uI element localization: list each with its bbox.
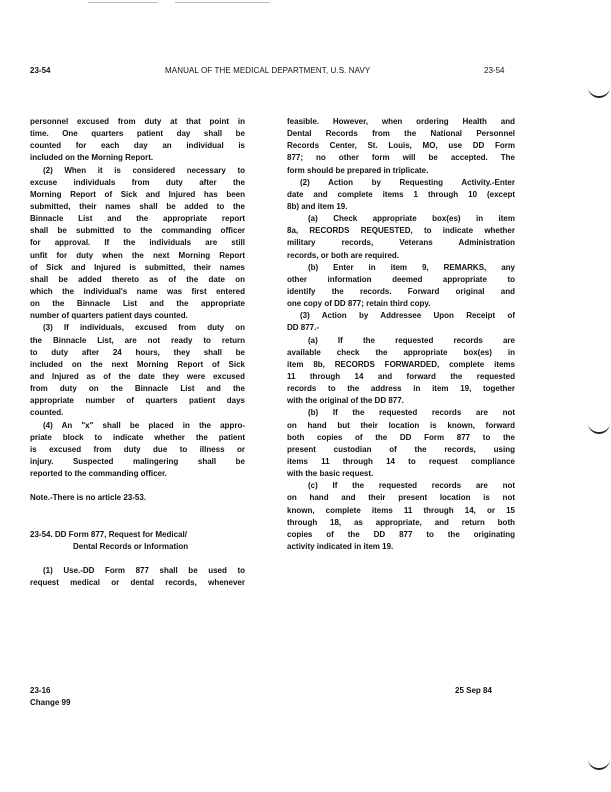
text-line: which the individual's name was first entered [30, 286, 245, 296]
header-section-number-left: 23-54 [30, 66, 51, 75]
text-line: and Injured as of the date they were excused [30, 371, 245, 381]
text-line: Dental Records or Information [73, 541, 189, 551]
text-line: one copy of DD 877; retain third copy. [287, 299, 431, 309]
text-line: 877; no other form will be accepted. The [287, 153, 515, 163]
text-line: (4) An "x" shall be placed in the appro- [43, 420, 245, 430]
footer-change-number: Change 99 [30, 698, 71, 707]
text-line: records to the address in item 19, together [287, 384, 515, 394]
text-line: unfit for duty when the next Morning Report [30, 250, 245, 260]
text-line: (c) If the requested records are not [308, 481, 515, 491]
text-line: injury. Suspected malingering shall be [30, 456, 245, 466]
text-line: submitted, their names shall be added to the [30, 201, 245, 211]
text-line: records, or both are required. [287, 250, 400, 260]
footer-date: 25 Sep 84 [455, 686, 492, 695]
text-line: DD 877.- [287, 323, 320, 333]
text-line: personnel excused from duty at that point in [30, 117, 245, 126]
text-line: 11 through 14 and forward the requested [287, 371, 515, 381]
text-line: with the basic request. [287, 469, 374, 479]
text-line: Binnacle List and the appropriate report [30, 214, 245, 224]
text-line: with the original of the DD 877. [287, 396, 404, 406]
text-line: Dental Records from the National Personnel [287, 129, 515, 139]
scan-artifact-line [175, 2, 270, 3]
text-line: (b) If the requested records are not [308, 408, 515, 418]
footer-page-number: 23-16 [30, 686, 51, 695]
text-line: the Binnacle List, are not ready to return [30, 335, 245, 345]
text-line: (1) Use.-DD Form 877 shall be used to [43, 566, 245, 576]
scan-artifact-line [88, 2, 158, 3]
text-line: identify the records. Forward original and [287, 286, 515, 296]
text-line: (2) When it is considered necessary to [43, 165, 245, 175]
text-line: (2) Action by Requesting Activity.-Enter [300, 177, 515, 187]
text-line: appropriate number of quarters patient days [30, 396, 245, 406]
text-line: from duty on the Binnacle List and the [30, 384, 245, 394]
text-line: (b) Enter in item 9, REMARKS, any [308, 262, 515, 272]
text-line: copies of the DD 877 to the originating [287, 529, 515, 539]
text-line: Morning Report of Sick and Injured has been [30, 189, 245, 199]
binding-hole-mark [588, 758, 610, 770]
text-line: of Sick and Injured is submitted, their names [30, 262, 245, 272]
text-line: counted. [30, 408, 64, 418]
text-line: Records Center, St. Louis, MO, use DD Form [287, 141, 515, 151]
text-line: 8a, RECORDS REQUESTED, to indicate whether [287, 226, 515, 236]
text-line: priate block to indicate whether the patient [30, 432, 245, 442]
text-line: known, complete items 11 through 14, or 15 [287, 505, 515, 515]
text-line: excuse individuals from duty after the [30, 177, 245, 187]
text-line: included on the Morning Report. [30, 153, 154, 163]
text-line: to duty after 24 hours, they shall be [30, 347, 245, 357]
text-line: 23-54. DD Form 877, Request for Medical/ [30, 529, 187, 539]
text-line: both copies of the DD Form 877 to the [287, 432, 515, 442]
text-line: item 8b, RECORDS FORWARDED, complete items [287, 359, 515, 369]
text-line: form should be prepared in triplicate. [287, 165, 429, 175]
text-line: other information deemed appropriate to [287, 274, 515, 284]
blank-line [30, 480, 245, 492]
page-title: MANUAL OF THE MEDICAL DEPARTMENT, U.S. NAVY [165, 66, 371, 75]
blank-line [30, 553, 245, 565]
text-line: Note.-There is no article 23-53. [30, 493, 147, 503]
text-line: on hand and their present location is not [287, 493, 515, 503]
text-line: is excused from duty due to illness or [30, 444, 245, 454]
text-line: available check the appropriate box(es) in [287, 347, 515, 357]
header-section-number-right: 23-54 [484, 66, 505, 75]
text-line: date and complete items 1 through 10 (except [287, 189, 515, 199]
binding-hole-mark [588, 422, 610, 434]
text-line: included on the next Morning Report of Sick [30, 359, 245, 369]
text-line: on hand but their location is known, forward [287, 420, 515, 430]
text-line: feasible. However, when ordering Health and [287, 117, 515, 126]
blank-line [30, 505, 245, 517]
text-line: time. One quarters patient day shall be [30, 129, 245, 139]
text-line: military records, Veterans Administration [287, 238, 515, 248]
text-line: shall be submitted to the commanding officer [30, 226, 245, 236]
text-line: activity indicated in item 19. [287, 541, 394, 551]
text-line: request medical or dental records, whenever [30, 578, 245, 588]
blank-line [30, 517, 245, 529]
text-line: items 11 through 14 to request compliance [287, 456, 515, 466]
right-column [287, 116, 515, 553]
text-line: (a) Check appropriate box(es) in item [308, 214, 515, 224]
binding-hole-mark [588, 86, 610, 98]
text-line: 8b) and item 19. [287, 201, 348, 211]
text-line: (3) If individuals, excused from duty on [43, 323, 245, 333]
text-line: (a) If the requested records are [308, 335, 515, 345]
text-line: counted for each day an individual is [30, 141, 245, 151]
text-line: number of quarters patient days counted. [30, 311, 188, 321]
text-line: (3) Action by Addressee Upon Receipt of [300, 311, 515, 321]
text-line: present custodian of the records, using [287, 444, 515, 454]
text-line: shall be added thereto as of the date on [30, 274, 245, 284]
text-line: through 18, as appropriate, and return both [287, 517, 515, 527]
text-line: on the Binnacle List and the appropriate [30, 299, 245, 309]
text-line: for approval. If the individuals are still [30, 238, 245, 248]
text-line: reported to the commanding officer. [30, 469, 167, 479]
left-column [30, 116, 245, 589]
